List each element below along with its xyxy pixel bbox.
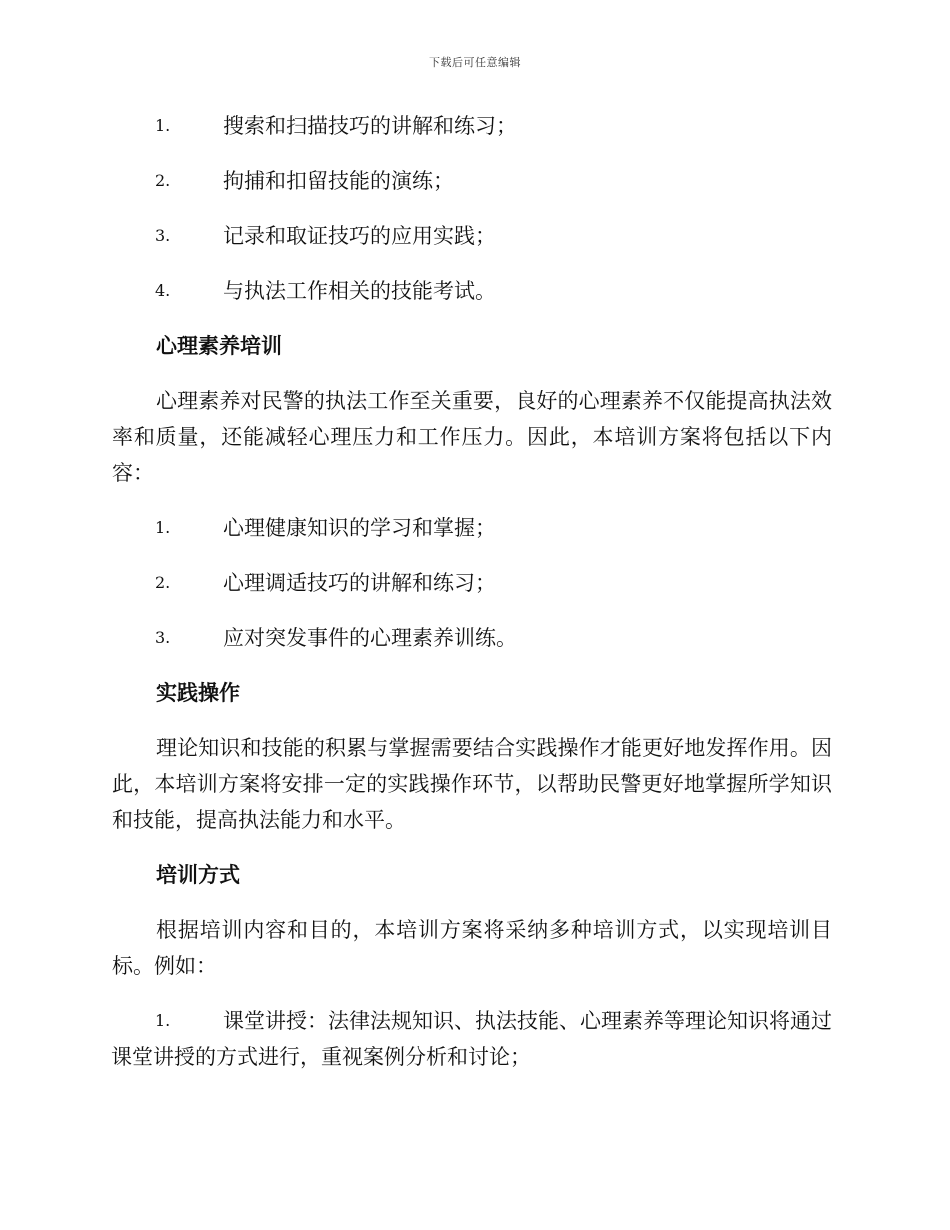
list-number: 1. xyxy=(155,116,171,135)
section-paragraph-practice: 理论知识和技能的积累与掌握需要结合实践操作才能更好地发挥作用。因此，本培训方案将安排一定的实践操作环节，以帮助民警更好地掌握所学知识和技能，提高执法能力和水平。 xyxy=(112,736,832,832)
list-number: 3. xyxy=(155,628,171,647)
list-number: 2. xyxy=(155,171,171,190)
list-text: 心理健康知识的学习和掌握； xyxy=(223,516,496,540)
list-item xyxy=(111,565,832,601)
list-item xyxy=(111,163,832,199)
section-paragraph-psych: 心理素养对民警的执法工作至关重要，良好的心理素养不仅能提高执法效率和质量，还能减轻心理压力和工作压力。因此，本培训方案将包括以下内容： xyxy=(112,389,832,485)
list-text: 课堂讲授：法律法规知识、执法技能、心理素养等理论知识将通过课堂讲授的方式进行，重视案例分析和讨论； xyxy=(111,1009,832,1069)
list-number: 1. xyxy=(155,518,171,537)
section-paragraph-method: 根据培训内容和目的，本培训方案将采纳多种培训方式，以实现培训目标。例如： xyxy=(112,918,832,978)
list-text: 拘捕和扣留技能的演练； xyxy=(223,169,454,193)
list-item xyxy=(111,1003,832,1075)
section-heading-method: 培训方式 xyxy=(156,862,240,887)
list-text: 搜索和扫描技巧的讲解和练习； xyxy=(223,114,517,138)
list-text: 应对突发事件的心理素养训练。 xyxy=(223,626,517,650)
list-item xyxy=(111,273,832,309)
list-text: 记录和取证技巧的应用实践； xyxy=(223,224,496,248)
list-number: 2. xyxy=(155,573,171,592)
list-number: 1. xyxy=(155,1011,171,1030)
section-heading-psych: 心理素养培训 xyxy=(156,333,282,358)
list-number: 3. xyxy=(155,226,171,245)
list-text: 心理调适技巧的讲解和练习； xyxy=(223,571,496,595)
list-item xyxy=(111,108,832,144)
list-item xyxy=(111,218,832,254)
list-text: 与执法工作相关的技能考试。 xyxy=(223,279,496,303)
list-item xyxy=(111,620,832,656)
list-number: 4. xyxy=(155,281,171,300)
section-heading-practice: 实践操作 xyxy=(156,680,240,705)
page-header: 下载后可任意编辑 xyxy=(429,56,521,69)
document-body xyxy=(112,108,832,1094)
list-item xyxy=(111,510,832,546)
